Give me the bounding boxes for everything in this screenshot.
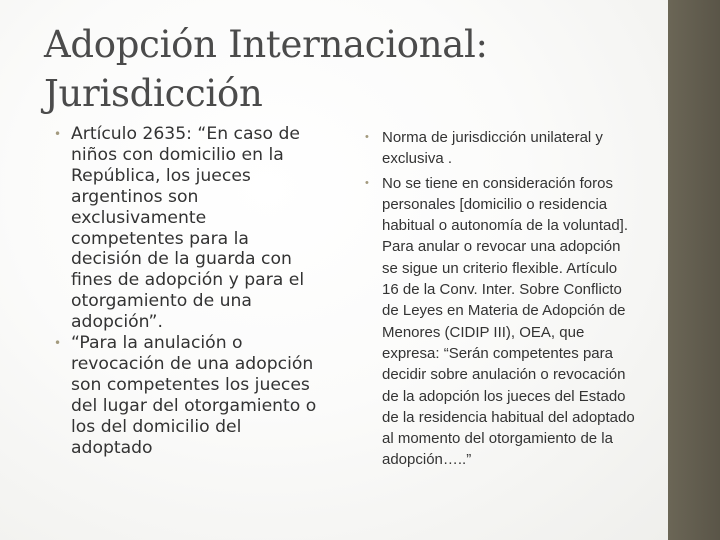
right-bullet-list xyxy=(362,127,636,474)
bullet-marker: • xyxy=(365,176,369,189)
right-bullet-item xyxy=(362,173,636,471)
left-bullet-text: Artículo 2635: “En caso de niños con domicilio en la República, los jueces argentinos son exclusivamente competentes para la decisión de la guarda con fines de adopción y para el otorgamiento de una adopción”. xyxy=(71,124,305,333)
decorative-side-band xyxy=(668,0,720,540)
right-bullet-item xyxy=(362,127,636,170)
bullet-marker: • xyxy=(54,336,62,351)
right-bullet-text: No se tiene en consideración foros personales [domicilio o residencia habitual o autonomía de la voluntad]. Para anular o revocar una adopción se sigue un criterio flexible. Artículo 16 de la Conv. Inter. Sobre Conflicto de Leyes en Materia de Adopción de Menores (CIDIP III), OEA, que expresa: “Serán competentes para decidir sobre anulación o revocación de la adopción los jueces del Estado de la residencia habitual del adoptado al momento del otorgamiento de la adopción…..” xyxy=(382,174,635,469)
right-bullet-text: Norma de jurisdicción unilateral y exclusiva . xyxy=(382,129,603,168)
bullet-marker: • xyxy=(54,127,62,141)
bullet-marker: • xyxy=(365,131,369,143)
left-bullet-item xyxy=(52,333,322,458)
left-bullet-list xyxy=(52,124,322,459)
slide-title: Adopción Internacional: Jurisdicción xyxy=(44,23,488,115)
left-bullet-text: “Para la anulación o revocación de una adopción son competentes los jueces del lugar del otorgamiento o los del domicilio del adoptado xyxy=(71,333,317,458)
left-bullet-item xyxy=(52,124,322,333)
